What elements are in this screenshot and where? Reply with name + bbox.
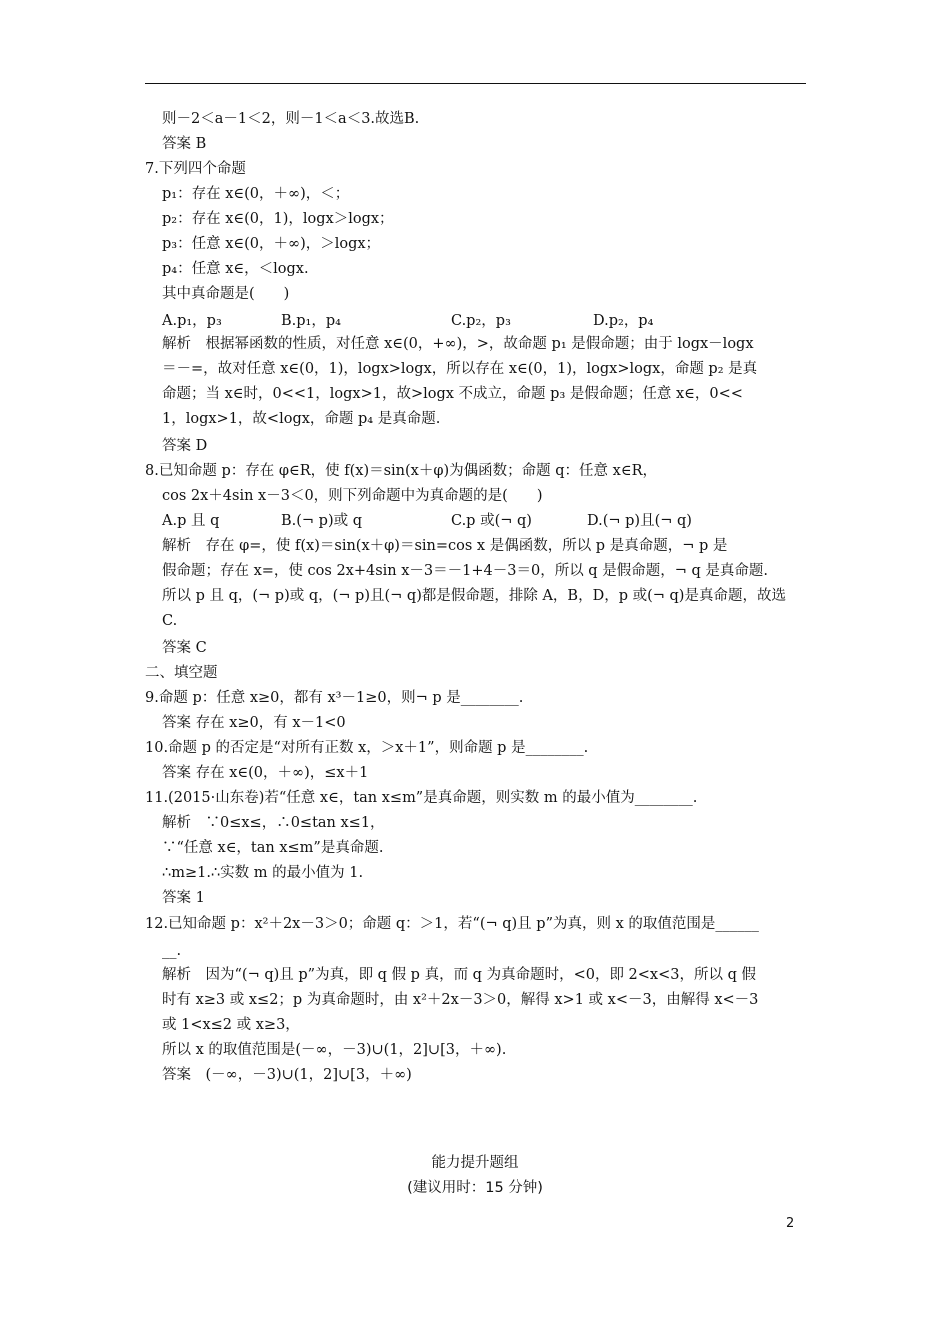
text-line: 12.已知命题 p：x²＋2x－3＞0；命题 q：＞1，若“(¬ q)且 p”为真，则 x 的取值范围是______ (145, 916, 759, 932)
text-line: 其中真命题是( ) (162, 286, 290, 302)
text-line: 答案 C (162, 640, 207, 656)
text-line: 8.已知命题 p：存在 φ∈R，使 f(x)＝sin(x＋φ)为偶函数；命题 q：任意 x∈R， (145, 463, 657, 479)
option-item: B.p₁，p₄ (281, 313, 341, 329)
option-item: A.p 且 q (162, 513, 220, 529)
text-line: ∴m≥1.∴实数 m 的最小值为 1. (162, 865, 364, 881)
option-item: C.p 或(¬ q) (451, 513, 532, 529)
option-item: B.(¬ p)或 q (281, 513, 363, 529)
text-line: 答案 存在 x∈(0，＋∞)，≤x＋1 (162, 765, 369, 781)
header-rule (145, 83, 806, 84)
option-item: D.p₂，p₄ (593, 313, 654, 329)
option-item: C.p₂，p₃ (451, 313, 511, 329)
text-line: C. (162, 613, 178, 629)
option-item: A.p₁，p₃ (162, 313, 222, 329)
text-line: 时有 x≥3 或 x≤2；p 为真命题时，由 x²＋2x－3＞0，解得 x>1 或 x<－3，由解得 x<－3 (162, 992, 759, 1008)
text-line: 命题；当 x∈时，0<<1，logx>1，故>logx 不成立，命题 p₃ 是假命题；任意 x∈，0<< (162, 386, 743, 402)
question-8-options (0, 509, 950, 534)
text-line: 所以 p 且 q，(¬ p)或 q，(¬ p)且(¬ q)都是假命题，排除 A，B，D，p 或(¬ q)是真命题，故选 (162, 588, 786, 604)
text-line: 答案 D (162, 438, 208, 454)
text-line: 或 1<x≤2 或 x≥3， (162, 1017, 300, 1033)
text-line: cos 2x＋4sin x－3＜0，则下列命题中为真命题的是( ) (162, 488, 543, 504)
text-line: 1，logx>1，故<logx，命题 p₄ 是真命题. (162, 411, 441, 427)
text-line: __. (162, 943, 182, 959)
text-line: 7.下列四个命题 (145, 161, 246, 177)
text-line: 10.命题 p 的否定是“对所有正数 x，＞x＋1”，则命题 p 是________. (145, 740, 589, 756)
text-line: 二、填空题 (145, 665, 218, 681)
text-line: 则－2＜a－1＜2，则－1＜a＜3.故选B. (162, 111, 420, 127)
page-number: 2 (786, 1216, 795, 1231)
text-line: p₃：任意 x∈(0，＋∞)，＞logx； (162, 236, 381, 252)
text-line: 答案 1 (162, 890, 205, 906)
text-line: ∵“任意 x∈，tan x≤m”是真命题. (162, 840, 384, 856)
text-line: p₁：存在 x∈(0，＋∞)，＜； (162, 186, 350, 202)
question-7-options (0, 309, 950, 334)
section-title: 能力提升题组 (431, 1155, 519, 1171)
text-line: 假命题；存在 x=，使 cos 2x+4sin x－3＝－1+4－3＝0，所以 q 是假命题，¬ q 是真命题. (162, 563, 768, 579)
text-line: ＝－=，故对任意 x∈(0，1)，logx>logx，所以存在 x∈(0，1)，logx>logx，命题 p₂ 是真 (162, 361, 758, 377)
text-line: 解析 根据幂函数的性质，对任意 x∈(0，+∞)，>，故命题 p₁ 是假命题；由于 logx－logx (162, 336, 754, 352)
text-line: 答案 B (162, 136, 207, 152)
text-line: p₂：存在 x∈(0，1)，logx＞logx； (162, 211, 394, 227)
text-line: 解析 因为“(¬ q)且 p”为真，即 q 假 p 真，而 q 为真命题时，<0，即 2<x<3，所以 q 假 (162, 967, 756, 983)
section-subtitle: (建议用时：15 分钟) (407, 1180, 543, 1196)
option-item: D.(¬ p)且(¬ q) (587, 513, 692, 529)
text-line: 9.命题 p：任意 x≥0，都有 x³－1≥0，则¬ p 是________. (145, 690, 524, 706)
text-line: 解析 ∵0≤x≤，∴0≤tan x≤1， (162, 815, 385, 831)
text-line: 11.(2015·山东卷)若“任意 x∈，tan x≤m”是真命题，则实数 m 的最小值为________. (145, 790, 698, 806)
text-line: 所以 x 的取值范围是(－∞，－3)∪(1，2]∪[3，＋∞). (162, 1042, 507, 1058)
text-line: p₄：任意 x∈，＜logx. (162, 261, 309, 277)
text-line: 解析 存在 φ=，使 f(x)＝sin(x＋φ)＝sin=cos x 是偶函数，所以 p 是真命题，¬ p 是 (162, 538, 728, 554)
text-line: 答案 (－∞，－3)∪(1，2]∪[3，＋∞) (162, 1067, 412, 1083)
text-line: 答案 存在 x≥0，有 x－1<0 (162, 715, 346, 731)
